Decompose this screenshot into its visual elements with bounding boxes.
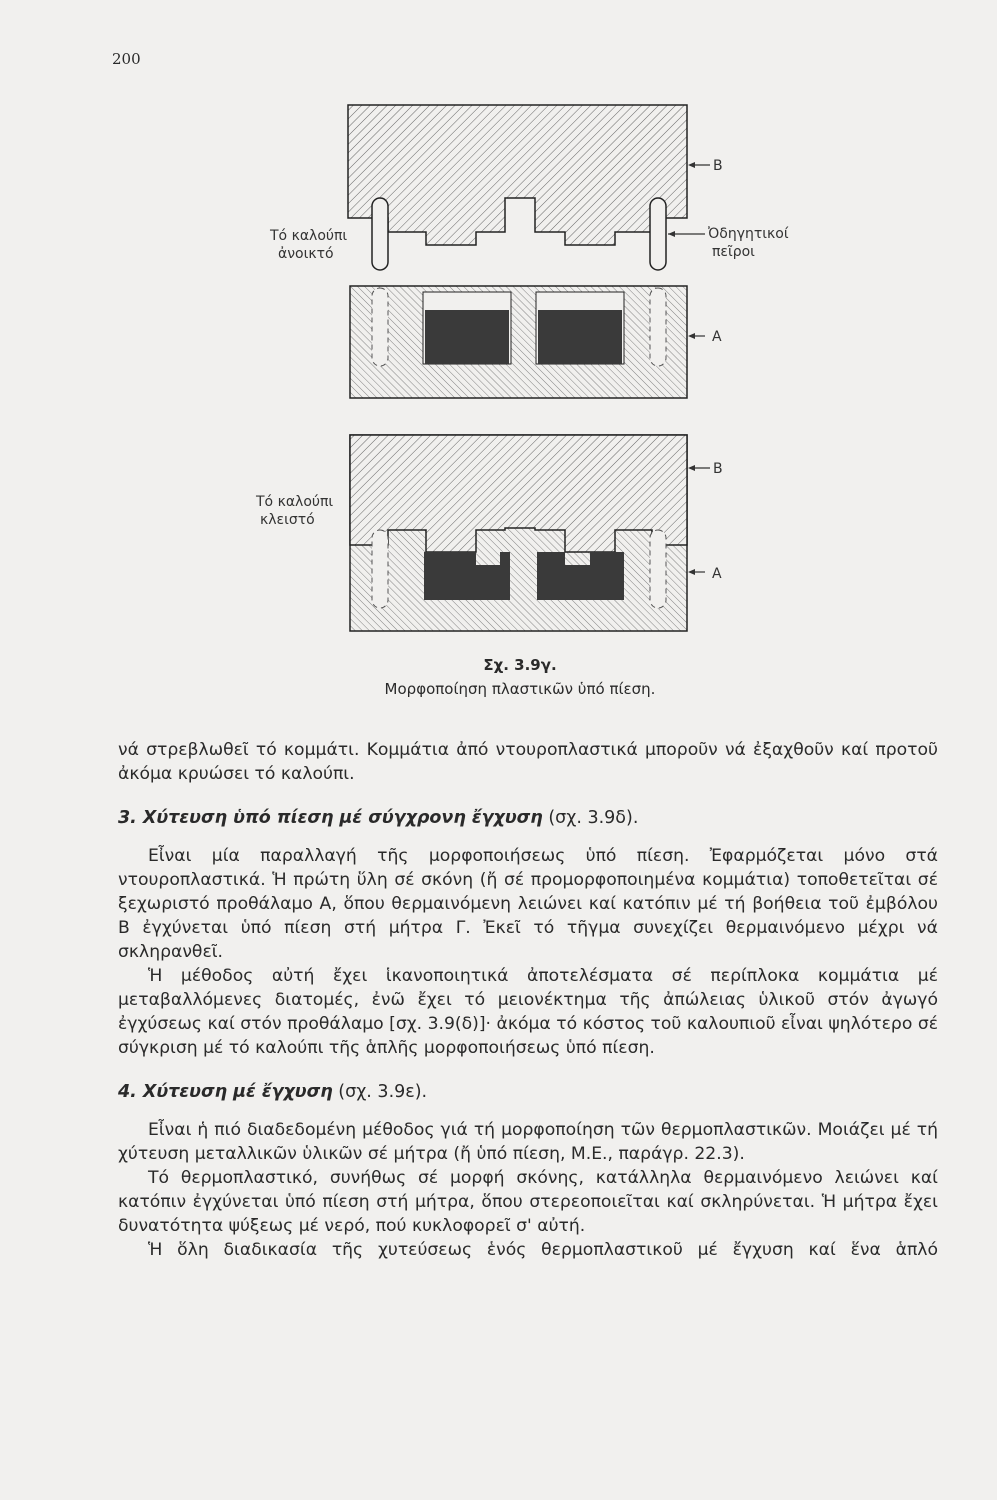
section-4-paragraph-1: Εἶναι ἡ πιό διαδεδομένη μέθοδος γιά τή μορφοποίηση τῶν θερμοπλαστικῶν. Μοιάζει μέ τή χύτευση μεταλλικῶν ὑλικῶν σέ μήτρα (ἤ ὑπό πίεση, Μ.Ε., παράγρ. 22.3).: [118, 1120, 938, 1164]
open-lower-mold-a: [350, 286, 687, 398]
label-guide-pins-line2: πεῖροι: [712, 244, 755, 260]
guide-pin-left: [372, 198, 388, 270]
section-4-paragraph-3: Ἡ ὅλη διαδικασία τῆς χυτεύσεως ἑνός θερμοπλαστικοῦ μέ ἔγχυση καί ἕνα ἁπλό: [148, 1240, 938, 1260]
section-3-ref: (σχ. 3.9δ).: [548, 808, 639, 828]
mold-figure: [0, 0, 997, 720]
label-guide-pins-line1: Ὀδηγητικοί: [708, 226, 789, 242]
label-closed-line1: Τό καλούπι: [256, 494, 334, 510]
section-4-title: 4. Χύτευση μέ ἔγχυση: [118, 1082, 333, 1102]
paragraph-continuation: νά στρεβλωθεῖ τό κομμάτι. Κομμάτια ἀπό ντουροπλαστικά μποροῦν νά ἐξαχθοῦν καί προτοῦ ἀκόμα κρυώσει τό καλούπι.: [118, 740, 938, 784]
label-open-line1: Τό καλούπι: [270, 228, 348, 244]
body-text: [118, 738, 938, 1262]
powder-charge-left: [425, 310, 509, 364]
label-a-open: A: [712, 329, 722, 345]
section-4-heading: [118, 1080, 938, 1104]
label-open-line2: ἀνοικτό: [278, 246, 334, 262]
section-3-heading: [118, 806, 938, 830]
section-3-paragraph-1: Εἶναι μία παραλλαγή τῆς μορφοποιήσεως ὑπό πίεση. Ἐφαρμόζεται μόνο στά ντουροπλαστικά. Ἡ πρώτη ὕλη σέ σκόνη (ἤ σέ προμορφοποιημένα κομμάτια) τοποθετεῖται σέ ξεχωριστό προθάλαμο Α, ὅπου θερμαινόμενη λειώνει καί κατόπιν μέ τή βοήθεια τοῦ ἐμβόλου Β ἐγχύνεται ὑπό πίεση στή μήτρα Γ. Ἐκεῖ τό τῆγμα συνεχίζει θερμαινόμενο μέχρι νά σκληρανθεῖ.: [118, 846, 938, 962]
figure-caption-number: Σχ. 3.9γ.: [483, 656, 557, 674]
powder-charge-right: [538, 310, 622, 364]
label-closed-line2: κλειστό: [260, 512, 315, 528]
label-a-closed: A: [712, 566, 722, 582]
label-b-open: B: [713, 158, 723, 174]
guide-pin-right: [650, 198, 666, 270]
open-upper-mold-b: [348, 105, 687, 245]
label-b-closed: B: [713, 461, 723, 477]
section-3-paragraph-2: Ἡ μέθοδος αὐτή ἔχει ἱκανοποιητικά ἀποτελέσματα σέ περίπλοκα κομμάτια μέ μεταβαλλόμενες διατομές, ἐνῶ ἔχει τό μειονέκτημα τῆς ἀπώλειας ὑλικοῦ στόν ἀγωγό ἐγχύσεως καί στόν προθάλαμο [σχ. 3.9(δ)]· ἀκόμα τό κόστος τοῦ καλουπιοῦ εἶναι ψηλότερο σέ σύγκριση μέ τό καλούπι τῆς ἁπλῆς μορφοποιήσεως ὑπό πίεση.: [118, 966, 938, 1058]
page-number: 200: [112, 50, 141, 68]
section-4-paragraph-2: Τό θερμοπλαστικό, συνήθως σέ μορφή σκόνης, κατάλληλα θερμαινόμενο λειώνει καί κατόπιν ἐγχύνεται ὑπό πίεση στή μήτρα, ὅπου στερεοποιεῖται καί σκληρύνεται. Ἡ μήτρα ἔχει δυνατότητα ψύξεως μέ νερό, πού κυκλοφορεῖ σ' αὐτή.: [118, 1168, 938, 1236]
section-4-ref: (σχ. 3.9ε).: [338, 1082, 428, 1102]
figure-caption-text: Μορφοποίηση πλαστικῶν ὑπό πίεση.: [384, 680, 656, 698]
section-3-title: 3. Χύτευση ὑπό πίεση μέ σύγχρονη ἔγχυση: [118, 808, 543, 828]
